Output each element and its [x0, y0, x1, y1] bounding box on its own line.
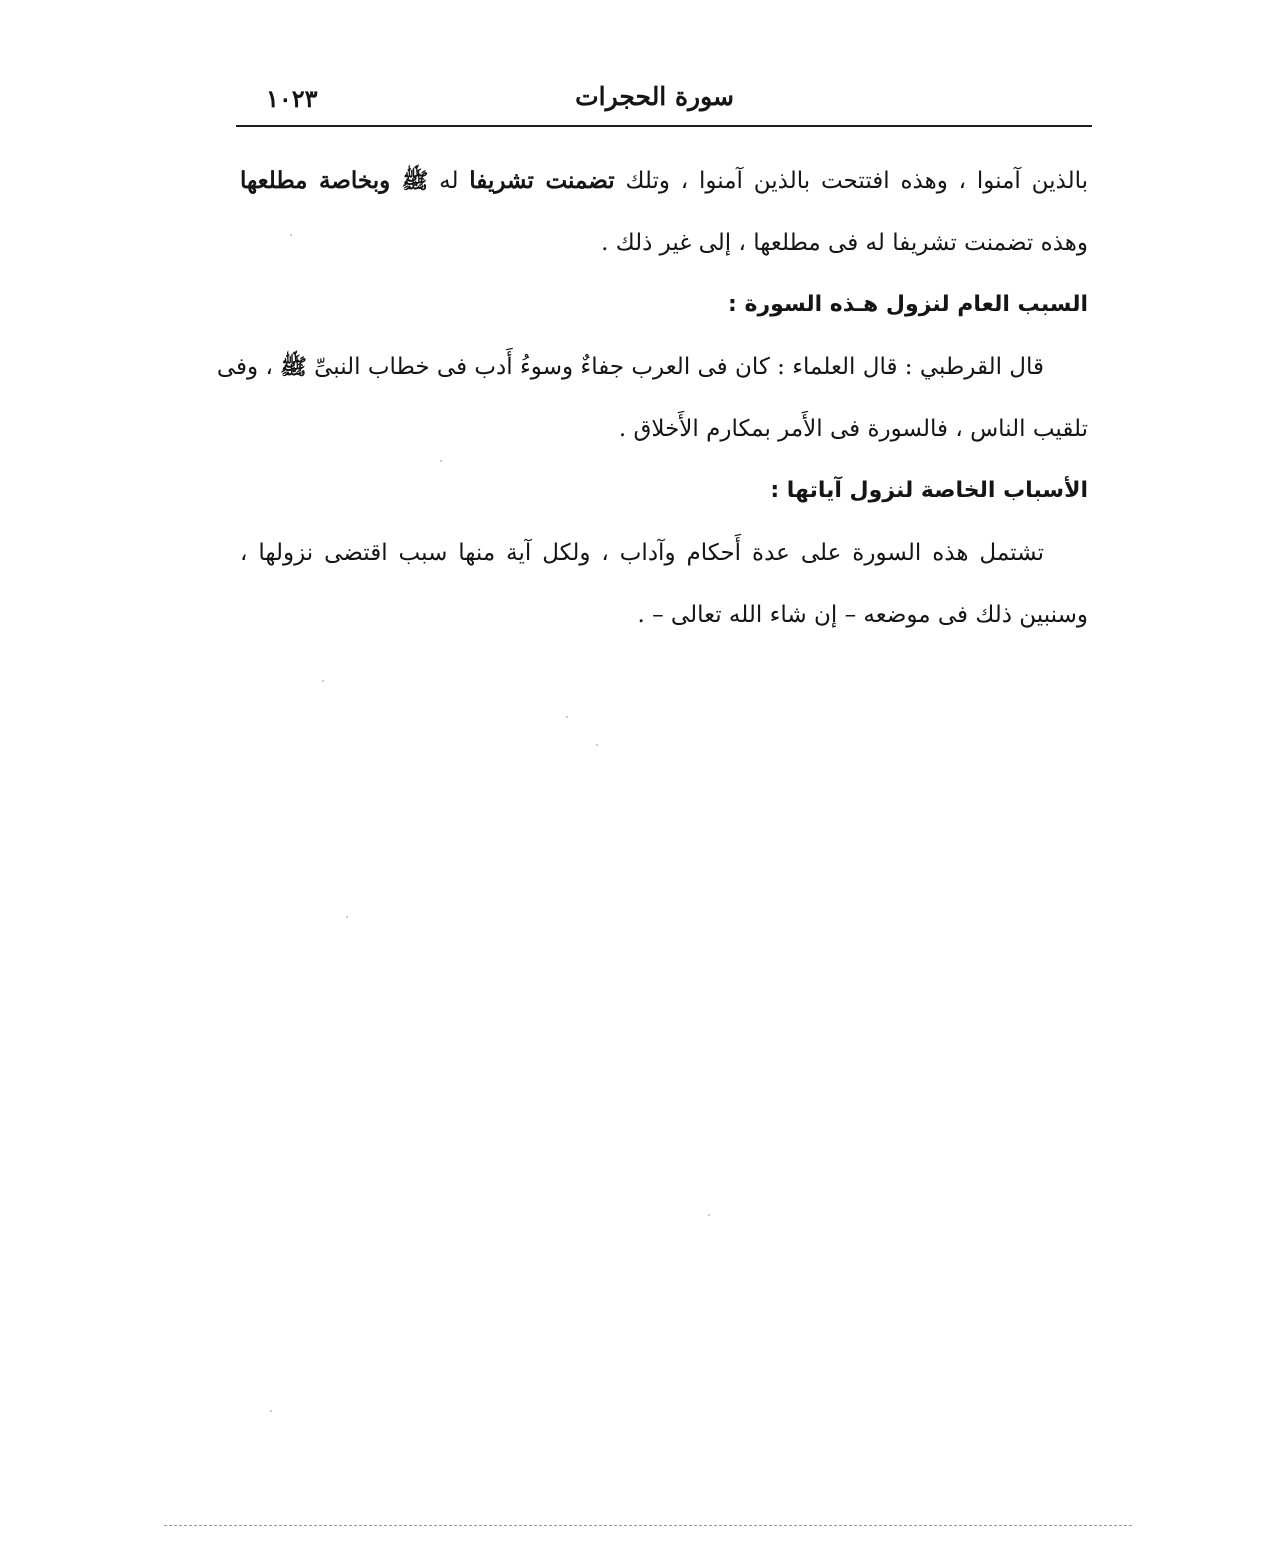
scan-speck [708, 1214, 710, 1216]
section-heading-specific-causes: الأسباب الخاصة لنزول آياتها : [770, 478, 1088, 503]
scan-speck [440, 460, 442, 462]
scan-speck [596, 744, 598, 746]
p1-l1-bold-a: تضمنت تشريفا [469, 167, 615, 194]
paragraph3-line1: تشتمل هذه السورة على عدة أَحكام وآداب ، ولكل آية منها سبب اقتضى نزولها ، [240, 540, 1044, 566]
scan-speck [270, 1410, 272, 1412]
p1-l1-text-b: له [428, 168, 470, 194]
salla-ligature: ﷺ [401, 168, 429, 194]
p2-l1-text-b: ، وفى [216, 354, 281, 380]
p1-l1-bold-b: وبخاصة مطلعها [240, 167, 402, 194]
header-rule [236, 125, 1092, 127]
paragraph3-line2: وسنبين ذلك فى موضعه – إن شاء الله تعالى – . [637, 602, 1088, 628]
p2-l1-text-a: قال القرطبي : قال العلماء : كان فى العرب جفاءٌ وسوءُ أَدب فى خطاب النبىِّ [306, 354, 1044, 380]
paragraph2-line1 [216, 336, 1088, 398]
scan-speck [290, 234, 292, 236]
section-heading-general-cause: السبب العام لنزول هـذه السورة : [728, 292, 1088, 317]
paragraph1-line2: وهذه تضمنت تشريفا له فى مطلعها ، إلى غير ذلك . [601, 230, 1088, 256]
scan-speck [566, 716, 568, 718]
scan-speck [322, 680, 324, 682]
scan-speck [346, 916, 348, 918]
salla-ligature: ﷺ [280, 354, 307, 380]
paragraph2-line2: تلقيب الناس ، فالسورة فى الأَمر بمكارم الأَخلاق . [618, 416, 1088, 442]
bottom-scan-edge [164, 1525, 1132, 1526]
p1-l1-text-a: بالذين آمنوا ، وهذه افتتحت بالذين آمنوا ، وتلك [614, 168, 1088, 194]
surah-title: سورة الحجرات [575, 82, 734, 111]
page-header [236, 78, 1092, 122]
page-number: ١٠٢٣ [266, 84, 318, 113]
paragraph1-line1 [240, 150, 1088, 212]
page-body [216, 150, 1088, 646]
